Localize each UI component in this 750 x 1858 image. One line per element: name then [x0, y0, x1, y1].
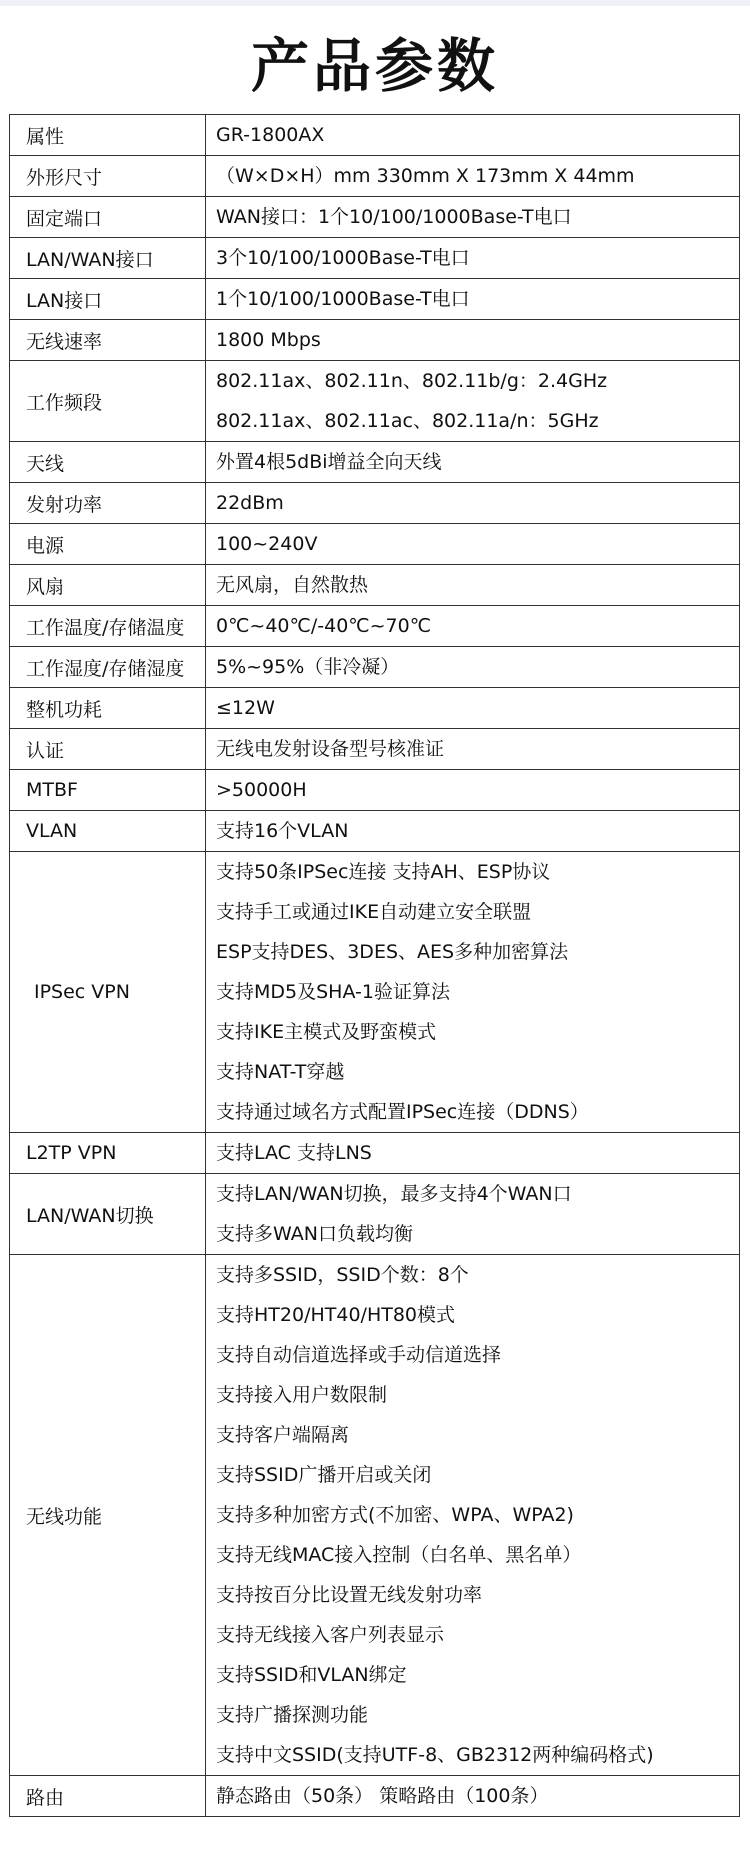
spec-value: 支持无线接入客户列表显示	[216, 1624, 445, 1646]
spec-value-cell	[206, 1174, 740, 1255]
spec-value-cell	[206, 688, 740, 729]
spec-value-cell	[206, 647, 740, 688]
spec-value: 支持16个VLAN	[216, 820, 349, 842]
spec-value-cell	[206, 1133, 740, 1174]
spec-row	[10, 115, 740, 156]
spec-value-cell	[206, 156, 740, 197]
spec-attribute: 无线功能	[10, 1255, 206, 1776]
spec-attribute: LAN接口	[10, 279, 206, 320]
spec-attribute: 属性	[10, 115, 206, 156]
spec-row	[10, 524, 740, 565]
spec-row	[10, 811, 740, 852]
spec-value: 支持LAC 支持LNS	[216, 1142, 372, 1164]
spec-value: ≤12W	[216, 697, 275, 719]
spec-row	[10, 770, 740, 811]
spec-attribute: LAN/WAN切换	[10, 1174, 206, 1255]
spec-value-cell	[206, 770, 740, 811]
spec-value: 静态路由（50条） 策略路由（100条）	[216, 1785, 549, 1807]
spec-value: 支持NAT-T穿越	[216, 1061, 345, 1083]
spec-attribute: VLAN	[10, 811, 206, 852]
spec-value: （W×D×H）mm 330mm X 173mm X 44mm	[216, 165, 635, 187]
spec-value: 支持多SSID，SSID个数：8个	[216, 1264, 469, 1286]
spec-value-cell	[206, 1776, 740, 1817]
spec-row	[10, 483, 740, 524]
spec-value: 无线电发射设备型号核准证	[216, 738, 445, 760]
spec-value: 支持手工或通过IKE自动建立安全联盟	[216, 901, 532, 923]
spec-attribute: 工作频段	[10, 361, 206, 442]
spec-attribute: L2TP VPN	[10, 1133, 206, 1174]
spec-attribute: 天线	[10, 442, 206, 483]
spec-value-cell	[206, 197, 740, 238]
spec-attribute: 认证	[10, 729, 206, 770]
spec-value: 支持50条IPSec连接 支持AH、ESP协议	[216, 861, 551, 883]
spec-attribute: 工作湿度/存储湿度	[10, 647, 206, 688]
spec-value: 支持IKE主模式及野蛮模式	[216, 1021, 437, 1043]
spec-value-cell	[206, 606, 740, 647]
spec-row	[10, 361, 740, 442]
spec-value: 支持自动信道选择或手动信道选择	[216, 1344, 502, 1366]
spec-attribute: 路由	[10, 1776, 206, 1817]
spec-attribute: 风扇	[10, 565, 206, 606]
spec-value-cell	[206, 442, 740, 483]
page-title: 产品参数	[250, 32, 499, 100]
spec-value: 支持SSID和VLAN绑定	[216, 1664, 407, 1686]
spec-value-cell	[206, 729, 740, 770]
spec-value: 100~240V	[216, 533, 318, 555]
spec-value: 支持广播探测功能	[216, 1704, 369, 1726]
spec-row	[10, 279, 740, 320]
spec-row	[10, 238, 740, 279]
spec-row	[10, 1255, 740, 1776]
spec-value: 支持中文SSID(支持UTF-8、GB2312两种编码格式)	[216, 1744, 654, 1766]
spec-value: 外置4根5dBi增益全向天线	[216, 451, 442, 473]
spec-attribute: LAN/WAN接口	[10, 238, 206, 279]
spec-row	[10, 442, 740, 483]
spec-attribute: 外形尺寸	[10, 156, 206, 197]
spec-value: 0℃~40℃/-40℃~70℃	[216, 615, 432, 637]
spec-value: 支持无线MAC接入控制（白名单、黑名单）	[216, 1544, 582, 1566]
spec-value-cell	[206, 279, 740, 320]
spec-value: 1个10/100/1000Base-T电口	[216, 288, 470, 310]
spec-row	[10, 320, 740, 361]
spec-attribute: 固定端口	[10, 197, 206, 238]
spec-value: 无风扇，自然散热	[216, 574, 369, 596]
spec-value: 支持MD5及SHA-1验证算法	[216, 981, 450, 1003]
spec-attribute: 无线速率	[10, 320, 206, 361]
spec-value-cell	[206, 320, 740, 361]
spec-table-body	[10, 115, 740, 1817]
spec-attribute: 工作温度/存储温度	[10, 606, 206, 647]
spec-value: 支持接入用户数限制	[216, 1384, 388, 1406]
spec-value: 5%~95%（非冷凝）	[216, 656, 400, 678]
spec-row	[10, 1776, 740, 1817]
spec-value-cell	[206, 483, 740, 524]
spec-value: GR-1800AX	[216, 124, 325, 146]
spec-value-cell	[206, 1255, 740, 1776]
spec-value-cell	[206, 238, 740, 279]
spec-value-cell	[206, 811, 740, 852]
spec-value-cell	[206, 115, 740, 156]
spec-value: 支持通过域名方式配置IPSec连接（DDNS）	[216, 1101, 589, 1123]
spec-value: 802.11ax、802.11n、802.11b/g：2.4GHz	[216, 370, 608, 392]
spec-row	[10, 688, 740, 729]
spec-value-cell	[206, 565, 740, 606]
spec-value: 支持客户端隔离	[216, 1424, 350, 1446]
spec-value: ESP支持DES、3DES、AES多种加密算法	[216, 941, 569, 963]
spec-value: 支持多种加密方式(不加密、WPA、WPA2)	[216, 1504, 574, 1526]
spec-attribute: IPSec VPN	[10, 852, 206, 1133]
spec-value: 支持多WAN口负载均衡	[216, 1223, 413, 1245]
spec-table	[9, 114, 740, 1817]
spec-row	[10, 647, 740, 688]
spec-value: 支持LAN/WAN切换，最多支持4个WAN口	[216, 1183, 572, 1205]
spec-value: 1800 Mbps	[216, 329, 321, 351]
spec-value: 支持SSID广播开启或关闭	[216, 1464, 432, 1486]
spec-value: 3个10/100/1000Base-T电口	[216, 247, 470, 269]
spec-value: 支持按百分比设置无线发射功率	[216, 1584, 483, 1606]
spec-value: 802.11ax、802.11ac、802.11a/n：5GHz	[216, 410, 599, 432]
spec-value: WAN接口：1个10/100/1000Base-T电口	[216, 206, 572, 228]
spec-value: 22dBm	[216, 492, 284, 514]
spec-value-cell	[206, 361, 740, 442]
spec-attribute: 整机功耗	[10, 688, 206, 729]
spec-row	[10, 852, 740, 1133]
top-strip	[0, 0, 750, 6]
spec-value: >50000H	[216, 779, 307, 801]
spec-row	[10, 729, 740, 770]
spec-row	[10, 1133, 740, 1174]
spec-attribute: 发射功率	[10, 483, 206, 524]
spec-row	[10, 606, 740, 647]
spec-value-cell	[206, 524, 740, 565]
spec-attribute: MTBF	[10, 770, 206, 811]
spec-value-cell	[206, 852, 740, 1133]
spec-value: 支持HT20/HT40/HT80模式	[216, 1304, 456, 1326]
spec-attribute: 电源	[10, 524, 206, 565]
spec-row	[10, 197, 740, 238]
spec-row	[10, 565, 740, 606]
spec-row	[10, 1174, 740, 1255]
spec-row	[10, 156, 740, 197]
